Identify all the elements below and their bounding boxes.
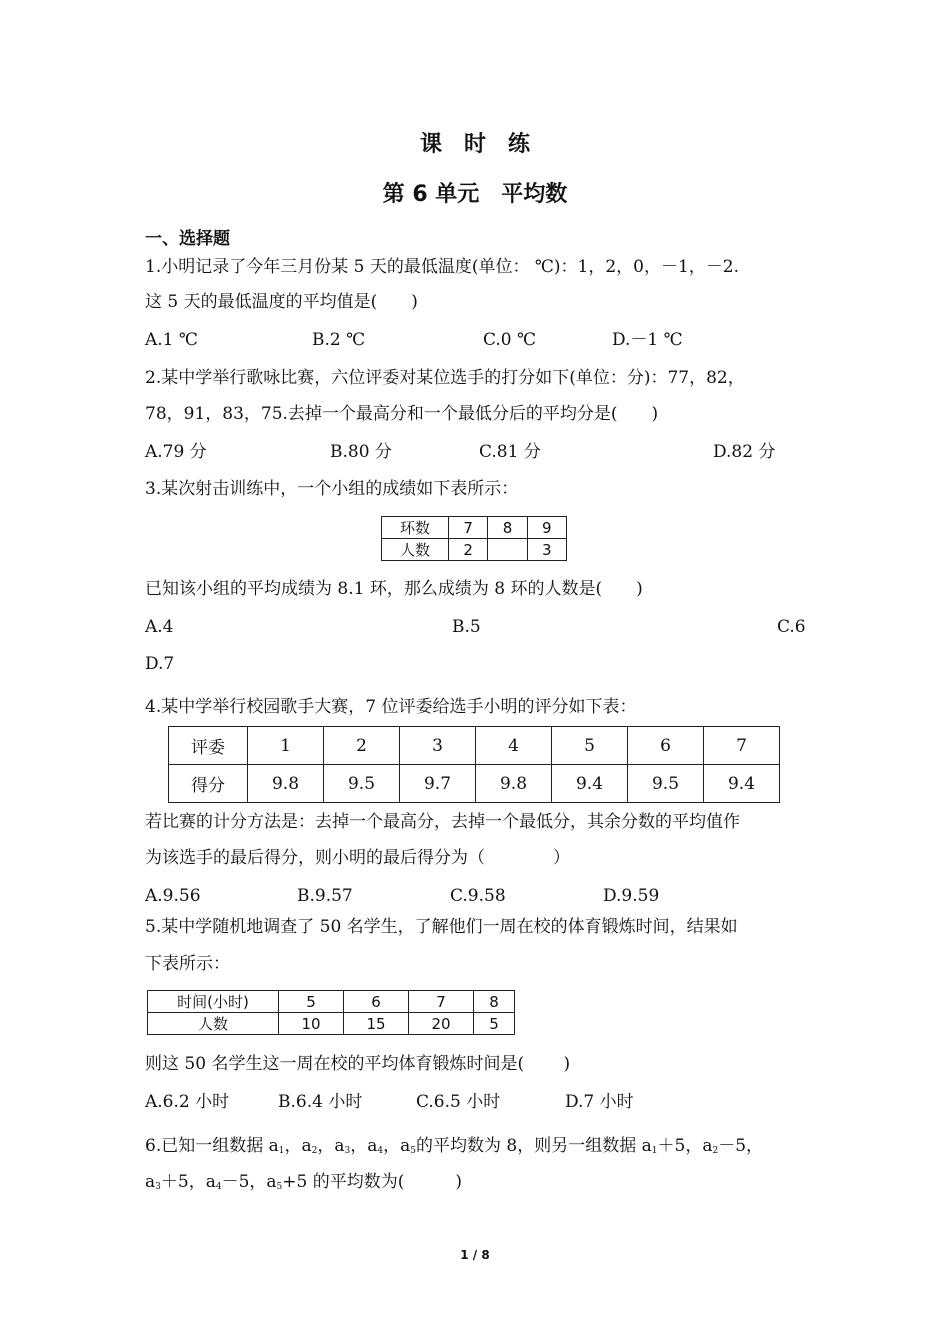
- q6-sep: ，: [746, 1136, 764, 1156]
- q5-time-table: [147, 990, 515, 1035]
- q6-text-line2: $a_3+5$，$a_4-5$，$a_5+5$ 的平均数为( ): [145, 1172, 463, 1192]
- table-cell: 7: [449, 517, 488, 539]
- table-cell: 7: [704, 727, 780, 765]
- table-cell: 9.7: [400, 765, 476, 803]
- q2-text-line2: 78，91，83，75.去掉一个最高分和一个最低分后的平均分是( ): [145, 404, 659, 424]
- q1-option-a: A.1 ℃: [145, 330, 198, 350]
- q6-sep: ，: [685, 1136, 703, 1156]
- table-cell: 15: [344, 1013, 409, 1035]
- q3-option-c: C.6: [777, 617, 806, 637]
- q2-option-a: A.79 分: [145, 442, 207, 462]
- table-cell: 9.4: [552, 765, 628, 803]
- q6-sub: 1: [278, 1146, 285, 1156]
- q5-option-d: D.7 小时: [565, 1092, 634, 1112]
- q5-text-line1: 5.某中学随机地调查了 50 名学生，了解他们一周在校的体育锻炼时间，结果如: [145, 917, 738, 937]
- table-cell: 人数: [148, 1013, 279, 1035]
- q6-sub: 3: [155, 1182, 161, 1192]
- table-cell: 5: [474, 1013, 515, 1035]
- q4-option-d: D.9.59: [603, 886, 660, 906]
- table-cell: 评委: [169, 727, 248, 765]
- table-cell: 9.5: [628, 765, 704, 803]
- q5-option-b: B.6.4 小时: [278, 1092, 363, 1112]
- q6-op: －5: [718, 1136, 747, 1156]
- table-row: [148, 1013, 515, 1035]
- table-cell: 1: [248, 727, 324, 765]
- q6-sep: ，: [383, 1136, 401, 1156]
- unit-title: 第 6 单元 平均数: [382, 182, 568, 207]
- table-cell: 7: [409, 991, 474, 1013]
- q5-option-a: A.6.2 小时: [145, 1092, 230, 1112]
- table-cell: 6: [628, 727, 704, 765]
- q6-sep: ，: [249, 1172, 267, 1192]
- table-cell: 5: [552, 727, 628, 765]
- table-cell: 9.8: [248, 765, 324, 803]
- q6-sub: 1: [651, 1146, 658, 1156]
- q3-score-table: [381, 516, 567, 561]
- table-cell: 9.8: [476, 765, 552, 803]
- q6-sep: ，: [317, 1136, 335, 1156]
- q6-sep: ，: [188, 1172, 206, 1192]
- table-cell: 8: [474, 991, 515, 1013]
- table-cell: 9: [527, 517, 566, 539]
- table-row: [382, 517, 567, 539]
- q6-op: ＋5: [657, 1136, 686, 1156]
- page-title: 课 时 练: [419, 132, 530, 157]
- q1-text-line2: 这 5 天的最低温度的平均值是( ): [145, 292, 418, 312]
- table-cell: 2: [449, 539, 488, 561]
- q6-text-line1: 6.已知一组数据 $a_1$，$a_2$，$a_3$，$a_4$，$a_5$的平均数为 8，则另一组数据 $a_1+5$，$a_2-5$，: [145, 1136, 764, 1156]
- q1-text-line1: 1.小明记录了今年三月份某 5 天的最低温度(单位： ℃)：1，2，0，－1，－2.: [145, 257, 740, 277]
- q4-option-a: A.9.56: [145, 886, 201, 906]
- q6-sub: 4: [377, 1146, 384, 1156]
- table-row: [169, 765, 780, 803]
- q2-text-line1: 2.某中学举行歌咏比赛，六位评委对某位选手的打分如下(单位：分)：77，82，: [145, 368, 745, 388]
- q1-option-c: C.0 ℃: [483, 330, 537, 350]
- table-cell: 环数: [382, 517, 449, 539]
- q4-score-table: [168, 726, 780, 803]
- q6-sub: 2: [311, 1146, 318, 1156]
- q6-sub: 2: [712, 1146, 719, 1156]
- q6-sub: 4: [215, 1182, 222, 1192]
- q6-text: +5 的平均数为( ): [282, 1172, 463, 1192]
- table-cell: 5: [279, 991, 344, 1013]
- table-row: [382, 539, 567, 561]
- q4-text-line1: 4.某中学举行校园歌手大赛，7 位评委给选手小明的评分如下表：: [145, 697, 637, 717]
- section-heading: 一、选择题: [145, 229, 230, 249]
- q6-op: －5: [221, 1172, 250, 1192]
- q6-op: ＋5: [160, 1172, 189, 1192]
- q6-text: 6.已知一组数据 a: [145, 1136, 279, 1156]
- table-cell: 4: [476, 727, 552, 765]
- q3-option-b: B.5: [452, 617, 481, 637]
- table-cell: 3: [527, 539, 566, 561]
- q3-text-line2: 已知该小组的平均成绩为 8.1 环，那么成绩为 8 环的人数是( ): [145, 579, 643, 599]
- table-cell: 10: [279, 1013, 344, 1035]
- table-cell: 时间(小时): [148, 991, 279, 1013]
- table-cell: 9.4: [704, 765, 780, 803]
- table-row: [169, 727, 780, 765]
- q6-sep: ，: [284, 1136, 302, 1156]
- table-cell: 9.5: [324, 765, 400, 803]
- table-cell: 20: [409, 1013, 474, 1035]
- table-cell: 6: [344, 991, 409, 1013]
- q5-text-line3: 则这 50 名学生这一周在校的平均体育锻炼时间是( ): [145, 1054, 571, 1074]
- q4-option-b: B.9.57: [297, 886, 353, 906]
- q3-option-a: A.4: [145, 617, 174, 637]
- q6-text: 的平均数为 8，则另一组数据 a: [416, 1136, 652, 1156]
- table-cell: 2: [324, 727, 400, 765]
- q6-sep: ，: [350, 1136, 368, 1156]
- table-cell: 3: [400, 727, 476, 765]
- q6-sub: 3: [344, 1146, 351, 1156]
- q5-option-c: C.6.5 小时: [416, 1092, 501, 1112]
- q1-option-d: D.－1 ℃: [612, 330, 683, 350]
- table-cell: 人数: [382, 539, 449, 561]
- q3-option-d: D.7: [145, 654, 175, 674]
- q4-text-line3: 为该选手的最后得分，则小明的最后得分为（ ）: [145, 848, 570, 868]
- q4-text-line2: 若比赛的计分方法是：去掉一个最高分，去掉一个最低分，其余分数的平均值作: [145, 812, 740, 832]
- q2-option-c: C.81 分: [479, 442, 541, 462]
- q4-option-c: C.9.58: [450, 886, 506, 906]
- table-cell: [488, 539, 527, 561]
- q1-option-b: B.2 ℃: [312, 330, 366, 350]
- table-row: [148, 991, 515, 1013]
- page-number: 1 / 8: [460, 1248, 490, 1262]
- q3-text-line1: 3.某次射击训练中，一个小组的成绩如下表所示：: [145, 479, 519, 499]
- q6-sub: 5: [410, 1146, 416, 1156]
- table-cell: 得分: [169, 765, 248, 803]
- q2-option-d: D.82 分: [713, 442, 776, 462]
- q5-text-line2: 下表所示：: [145, 954, 230, 974]
- table-cell: 8: [488, 517, 527, 539]
- q6-sub: 5: [276, 1182, 283, 1192]
- q2-option-b: B.80 分: [330, 442, 392, 462]
